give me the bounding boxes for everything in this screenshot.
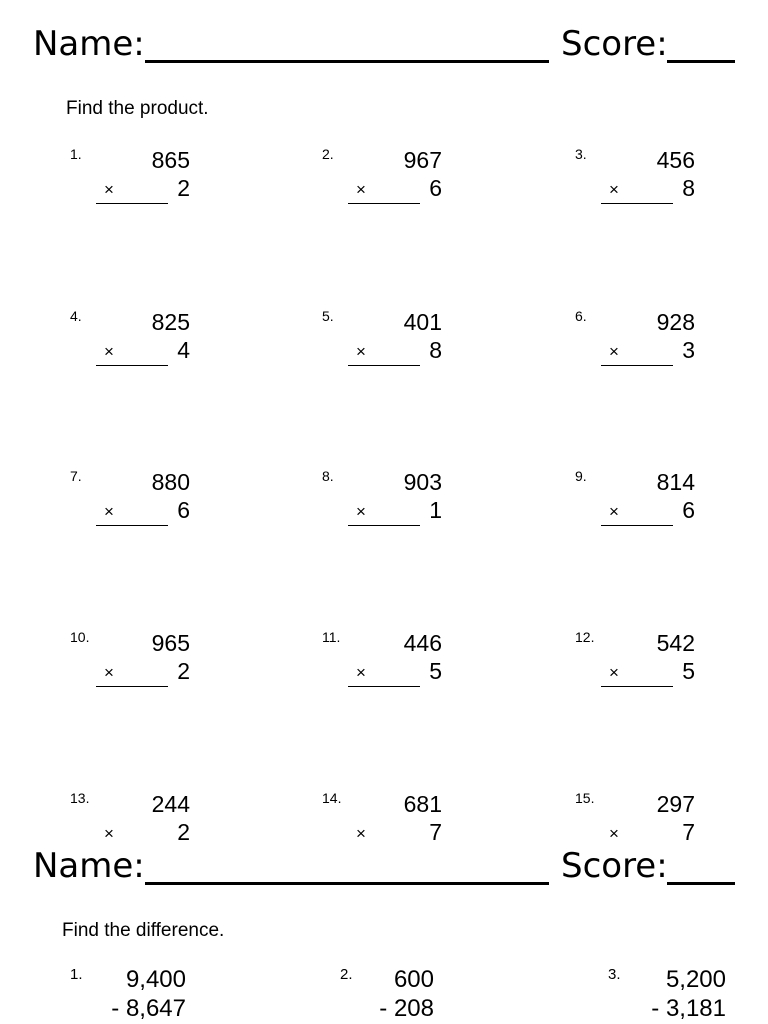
worksheet-header (0, 844, 768, 904)
multiplier: 2 (177, 658, 190, 684)
problem-number: 5. (322, 308, 334, 324)
answer-line[interactable] (348, 686, 420, 687)
problem-number: 15. (575, 790, 595, 806)
multiplication-problem (70, 146, 190, 236)
multiplicand: 814 (656, 469, 695, 495)
multiplicand: 928 (656, 309, 695, 335)
times-sign: × (356, 824, 366, 842)
times-sign: × (104, 342, 114, 361)
multiplication-problem (70, 629, 190, 719)
times-sign: × (356, 502, 366, 521)
problem-number: 10. (70, 629, 90, 645)
score-label: Score: (561, 24, 668, 64)
multiplier: 1 (429, 497, 442, 523)
times-sign: × (104, 824, 114, 842)
multiplicand: 244 (151, 791, 190, 817)
name-field-line[interactable] (145, 60, 549, 63)
multiplicand: 967 (403, 147, 442, 173)
answer-line[interactable] (348, 365, 420, 366)
times-sign: × (356, 663, 366, 682)
multiplicand: 681 (403, 791, 442, 817)
multiplicand: 401 (403, 309, 442, 335)
subtraction-problem (70, 966, 186, 1024)
times-sign: × (609, 663, 619, 682)
multiplier: 5 (682, 658, 695, 684)
multiplicand: 297 (656, 791, 695, 817)
multiplier: 8 (682, 175, 695, 201)
multiplier: 5 (429, 658, 442, 684)
multiplication-problem (322, 468, 442, 558)
problem-number: 8. (322, 468, 334, 484)
times-sign: × (356, 342, 366, 361)
problem-number: 9. (575, 468, 587, 484)
score-field-line[interactable] (667, 882, 735, 885)
multiplication-problem (70, 790, 190, 842)
minuend: 600 (393, 966, 434, 993)
problem-number: 3. (575, 146, 587, 162)
multiplication-problem (575, 468, 695, 558)
times-sign: × (104, 663, 114, 682)
subtrahend: - 208 (379, 995, 434, 1022)
multiplicand: 542 (656, 630, 695, 656)
multiplication-problem (70, 308, 190, 398)
multiplier: 7 (682, 819, 695, 842)
multiplier: 2 (177, 175, 190, 201)
multiplicand: 456 (656, 147, 695, 173)
multiplier: 6 (682, 497, 695, 523)
multiplicand: 965 (151, 630, 190, 656)
answer-line[interactable] (601, 365, 673, 366)
multiplication-problem (575, 308, 695, 398)
worksheet-header (0, 22, 768, 82)
problem-number: 7. (70, 468, 82, 484)
score-field-line[interactable] (667, 60, 735, 63)
answer-line[interactable] (601, 203, 673, 204)
problem-number: 12. (575, 629, 595, 645)
problem-number: 14. (322, 790, 342, 806)
subtraction-problem (608, 966, 726, 1024)
answer-line[interactable] (96, 686, 168, 687)
answer-line[interactable] (348, 525, 420, 526)
problem-number: 11. (322, 629, 341, 645)
multiplicand: 825 (151, 309, 190, 335)
problem-number: 1. (70, 146, 82, 162)
multiplier: 6 (177, 497, 190, 523)
multiplication-problem (575, 629, 695, 719)
answer-line[interactable] (348, 203, 420, 204)
multiplier: 7 (429, 819, 442, 842)
multiplier: 3 (682, 337, 695, 363)
problem-number: 2. (340, 966, 353, 983)
multiplier: 8 (429, 337, 442, 363)
times-sign: × (104, 502, 114, 521)
subtraction-problem (340, 966, 434, 1024)
name-field-line[interactable] (145, 882, 549, 885)
subtrahend: - 8,647 (111, 995, 186, 1022)
multiplication-problem (322, 629, 442, 719)
multiplication-problem (322, 308, 442, 398)
minuend: 9,400 (125, 966, 186, 993)
problem-number: 3. (608, 966, 621, 983)
multiplication-problem (575, 146, 695, 236)
problem-number: 4. (70, 308, 82, 324)
multiplication-problem (575, 790, 695, 842)
times-sign: × (609, 824, 619, 842)
multiplier: 6 (429, 175, 442, 201)
multiplicand: 865 (151, 147, 190, 173)
subtrahend: - 3,181 (651, 995, 726, 1022)
answer-line[interactable] (96, 365, 168, 366)
problem-number: 13. (70, 790, 90, 806)
subtraction-worksheet (0, 842, 768, 1024)
multiplication-problem (322, 790, 442, 842)
times-sign: × (104, 180, 114, 199)
minuend: 5,200 (665, 966, 726, 993)
multiplication-problem (322, 146, 442, 236)
problem-number: 6. (575, 308, 587, 324)
answer-line[interactable] (601, 525, 673, 526)
multiplier: 4 (177, 337, 190, 363)
answer-line[interactable] (96, 203, 168, 204)
score-label: Score: (561, 846, 668, 886)
multiplicand: 880 (151, 469, 190, 495)
multiplicand: 903 (403, 469, 442, 495)
multiplicand: 446 (403, 630, 442, 656)
name-label: Name: (33, 24, 145, 64)
times-sign: × (609, 502, 619, 521)
times-sign: × (609, 342, 619, 361)
instructions: Find the difference. (62, 920, 225, 941)
name-label: Name: (33, 846, 145, 886)
answer-line[interactable] (96, 525, 168, 526)
times-sign: × (356, 180, 366, 199)
answer-line[interactable] (601, 686, 673, 687)
times-sign: × (609, 180, 619, 199)
multiplication-problem (70, 468, 190, 558)
problem-number: 1. (70, 966, 83, 983)
multiplier: 2 (177, 819, 190, 842)
problem-number: 2. (322, 146, 334, 162)
instructions: Find the product. (66, 98, 209, 119)
